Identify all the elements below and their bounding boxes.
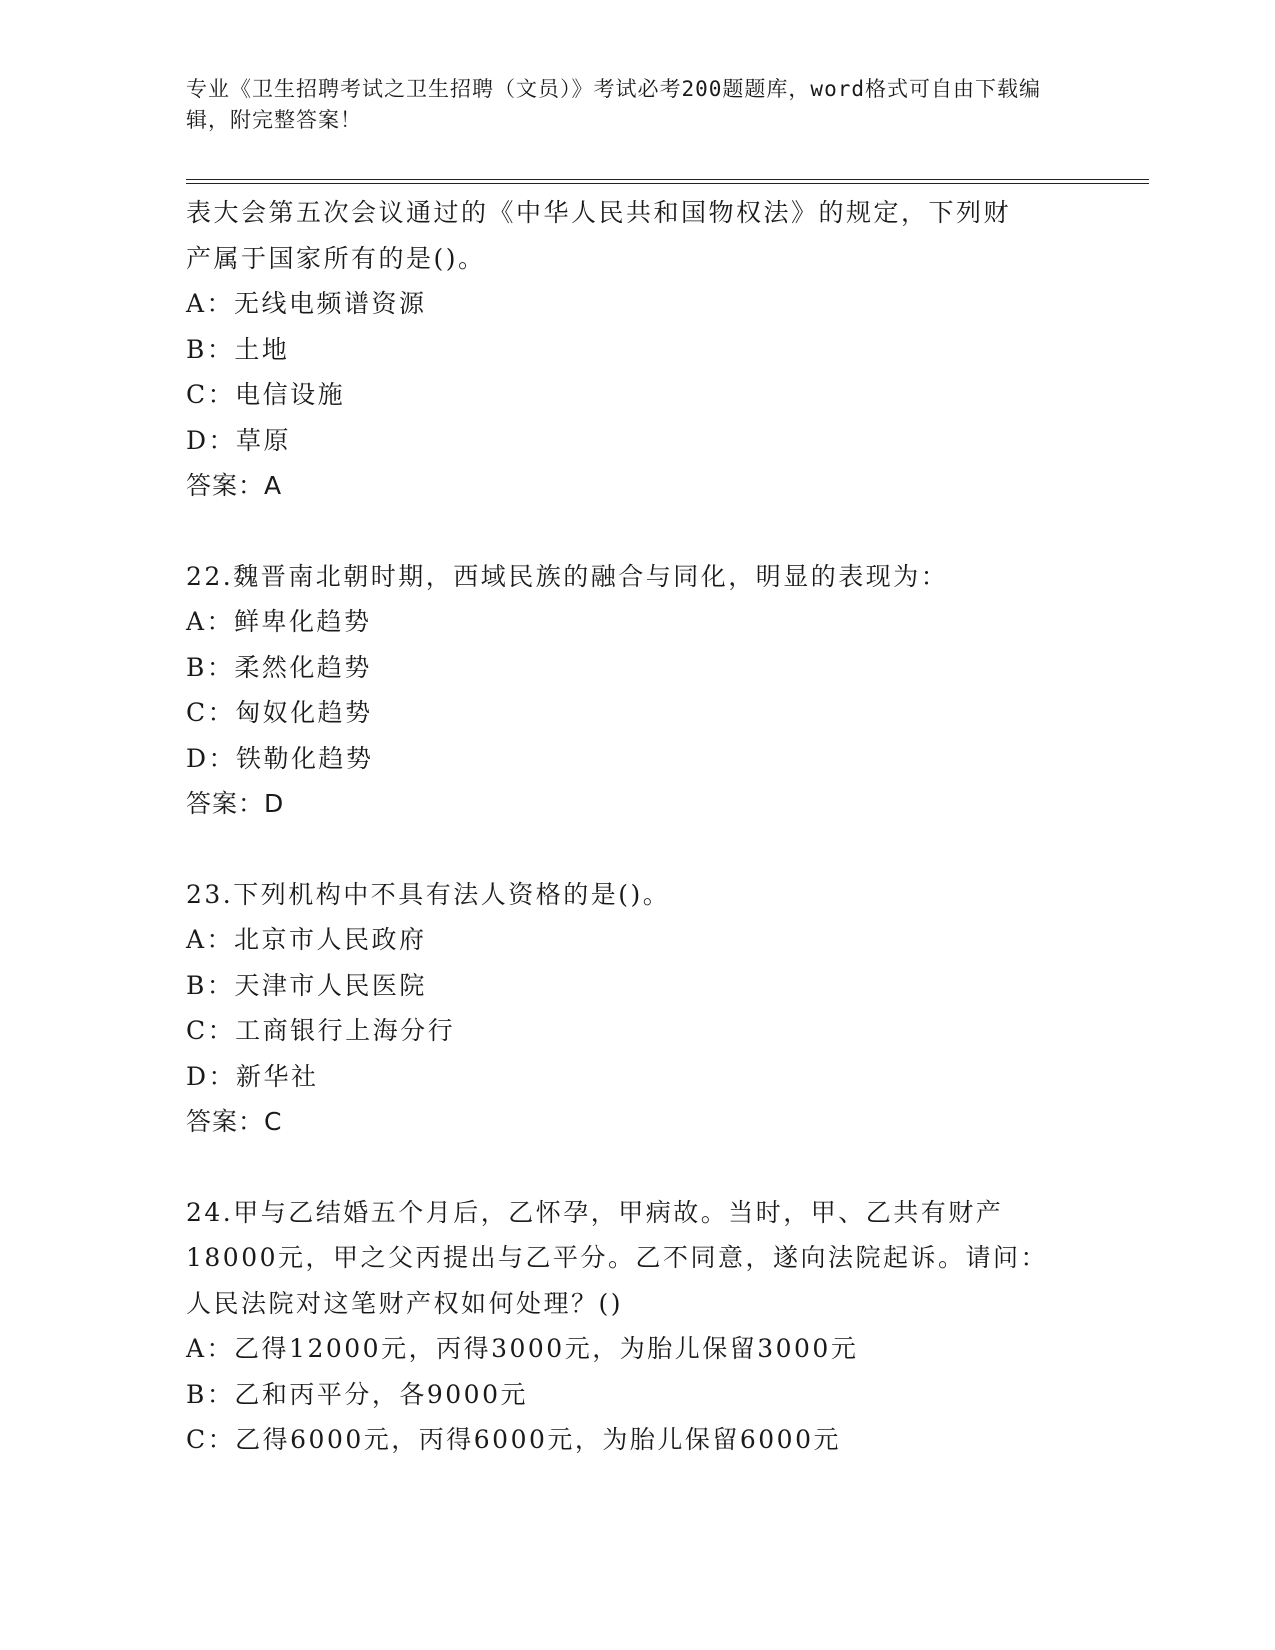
question-stem: 18000元，甲之父丙提出与乙平分。乙不同意，遂向法院起诉。请问： (186, 1243, 1049, 1272)
question-stem: 24.甲与乙结婚五个月后，乙怀孕，甲病故。当时，甲、乙共有财产 (186, 1197, 1004, 1227)
answer-key: 答案：A (186, 471, 283, 500)
answer-option: B：乙和丙平分，各9000元 (186, 1379, 528, 1409)
answer-option: C：电信设施 (186, 380, 346, 409)
question-stem: 表大会第五次会议通过的《中华人民共和国物权法》的规定，下列财 (186, 198, 1012, 227)
question-stem: 人民法院对这笔财产权如何处理？() (186, 1288, 624, 1318)
answer-option: D：新华社 (186, 1061, 319, 1091)
question-block (186, 190, 1066, 509)
answer-key: 答案：C (186, 1107, 283, 1136)
answer-option: B：天津市人民医院 (186, 970, 427, 1000)
answer-option: C：匈奴化趋势 (186, 698, 373, 727)
answer-option: B：柔然化趋势 (186, 652, 372, 682)
answer-option: A：鲜卑化趋势 (186, 607, 372, 636)
answer-key: 答案：D (186, 789, 285, 818)
document-header: 专业《卫生招聘考试之卫生招聘（文员）》考试必考200题题库，word格式可自由下载编辑，附完整答案！ (186, 77, 1041, 132)
answer-option: D：铁勒化趋势 (186, 743, 374, 773)
answer-option: A：北京市人民政府 (186, 925, 427, 954)
answer-option: B：土地 (186, 334, 290, 364)
answer-option: A：无线电频谱资源 (186, 289, 427, 318)
question-stem: 23.下列机构中不具有法人资格的是()。 (186, 879, 671, 909)
answer-option: D：草原 (186, 425, 292, 455)
question-stem: 22.魏晋南北朝时期，西域民族的融合与同化，明显的表现为： (186, 561, 949, 591)
question-block (186, 872, 1066, 1145)
question-block (186, 1190, 1066, 1463)
answer-option: C：工商银行上海分行 (186, 1016, 456, 1045)
answer-option: C：乙得6000元，丙得6000元，为胎儿保留6000元 (186, 1425, 841, 1454)
question-list (186, 190, 1066, 1463)
question-block (186, 554, 1066, 827)
question-stem: 产属于国家所有的是()。 (186, 243, 486, 273)
answer-option: A：乙得12000元，丙得3000元，为胎儿保留3000元 (186, 1334, 859, 1363)
header-divider-bottom (186, 183, 1149, 184)
header-divider-top (186, 179, 1149, 180)
